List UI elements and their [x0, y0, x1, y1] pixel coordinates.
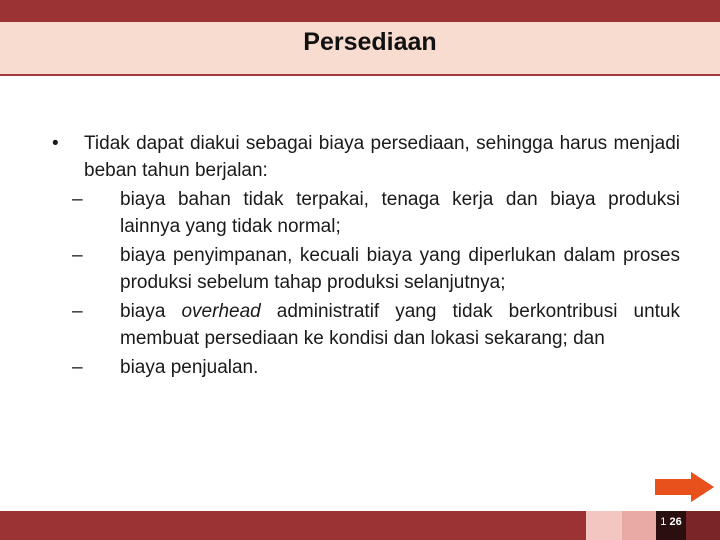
- sub-item-text: [120, 186, 680, 240]
- dash-icon: –: [72, 245, 83, 266]
- footer-block-medium: [622, 511, 656, 540]
- sub-item-text: [120, 298, 680, 352]
- sub-item-text-part: biaya: [120, 301, 182, 322]
- bullet-icon: •: [52, 133, 59, 154]
- page-number-value: 26: [669, 516, 682, 528]
- arrow-right-shape: [654, 470, 716, 504]
- sub-item: [72, 242, 680, 296]
- dash-icon: –: [72, 189, 83, 210]
- sub-item-text-part: biaya bahan tidak terpakai, tenaga kerja dan biaya produksi lainnya yang tidak normal;: [120, 189, 680, 237]
- slide-content: [52, 130, 680, 381]
- footer-block-light: [586, 511, 622, 540]
- sub-item: [72, 298, 680, 352]
- slide-title: Persediaan: [303, 28, 437, 56]
- sub-item: [72, 354, 680, 381]
- sub-item-text: [120, 242, 680, 296]
- italic-term: overhead: [181, 301, 261, 322]
- sub-item-text-part: administratif yang tidak berkontribusi untuk membuat persediaan ke kondisi dan lokasi sekarang; dan: [120, 301, 680, 349]
- sub-item-text-part: biaya penjualan.: [120, 357, 259, 378]
- footer-block-red: [686, 511, 720, 540]
- bullet-text: Tidak dapat diakui sebagai biaya persediaan, sehingga harus menjadi beban tahun berjalan:: [84, 133, 680, 181]
- top-accent-strip: [0, 0, 720, 22]
- arrow-right-icon[interactable]: [652, 469, 718, 505]
- page-prefix: 1: [660, 516, 667, 528]
- sub-item: [72, 186, 680, 240]
- sub-item-text: [120, 354, 680, 381]
- sub-item-text-part: biaya penyimpanan, kecuali biaya yang diperlukan dalam proses produksi sebelum tahap produksi selanjutnya;: [120, 245, 680, 293]
- dash-icon: –: [72, 301, 83, 322]
- main-bullet: [52, 130, 680, 184]
- dash-icon: –: [72, 357, 83, 378]
- page-number: [656, 516, 686, 528]
